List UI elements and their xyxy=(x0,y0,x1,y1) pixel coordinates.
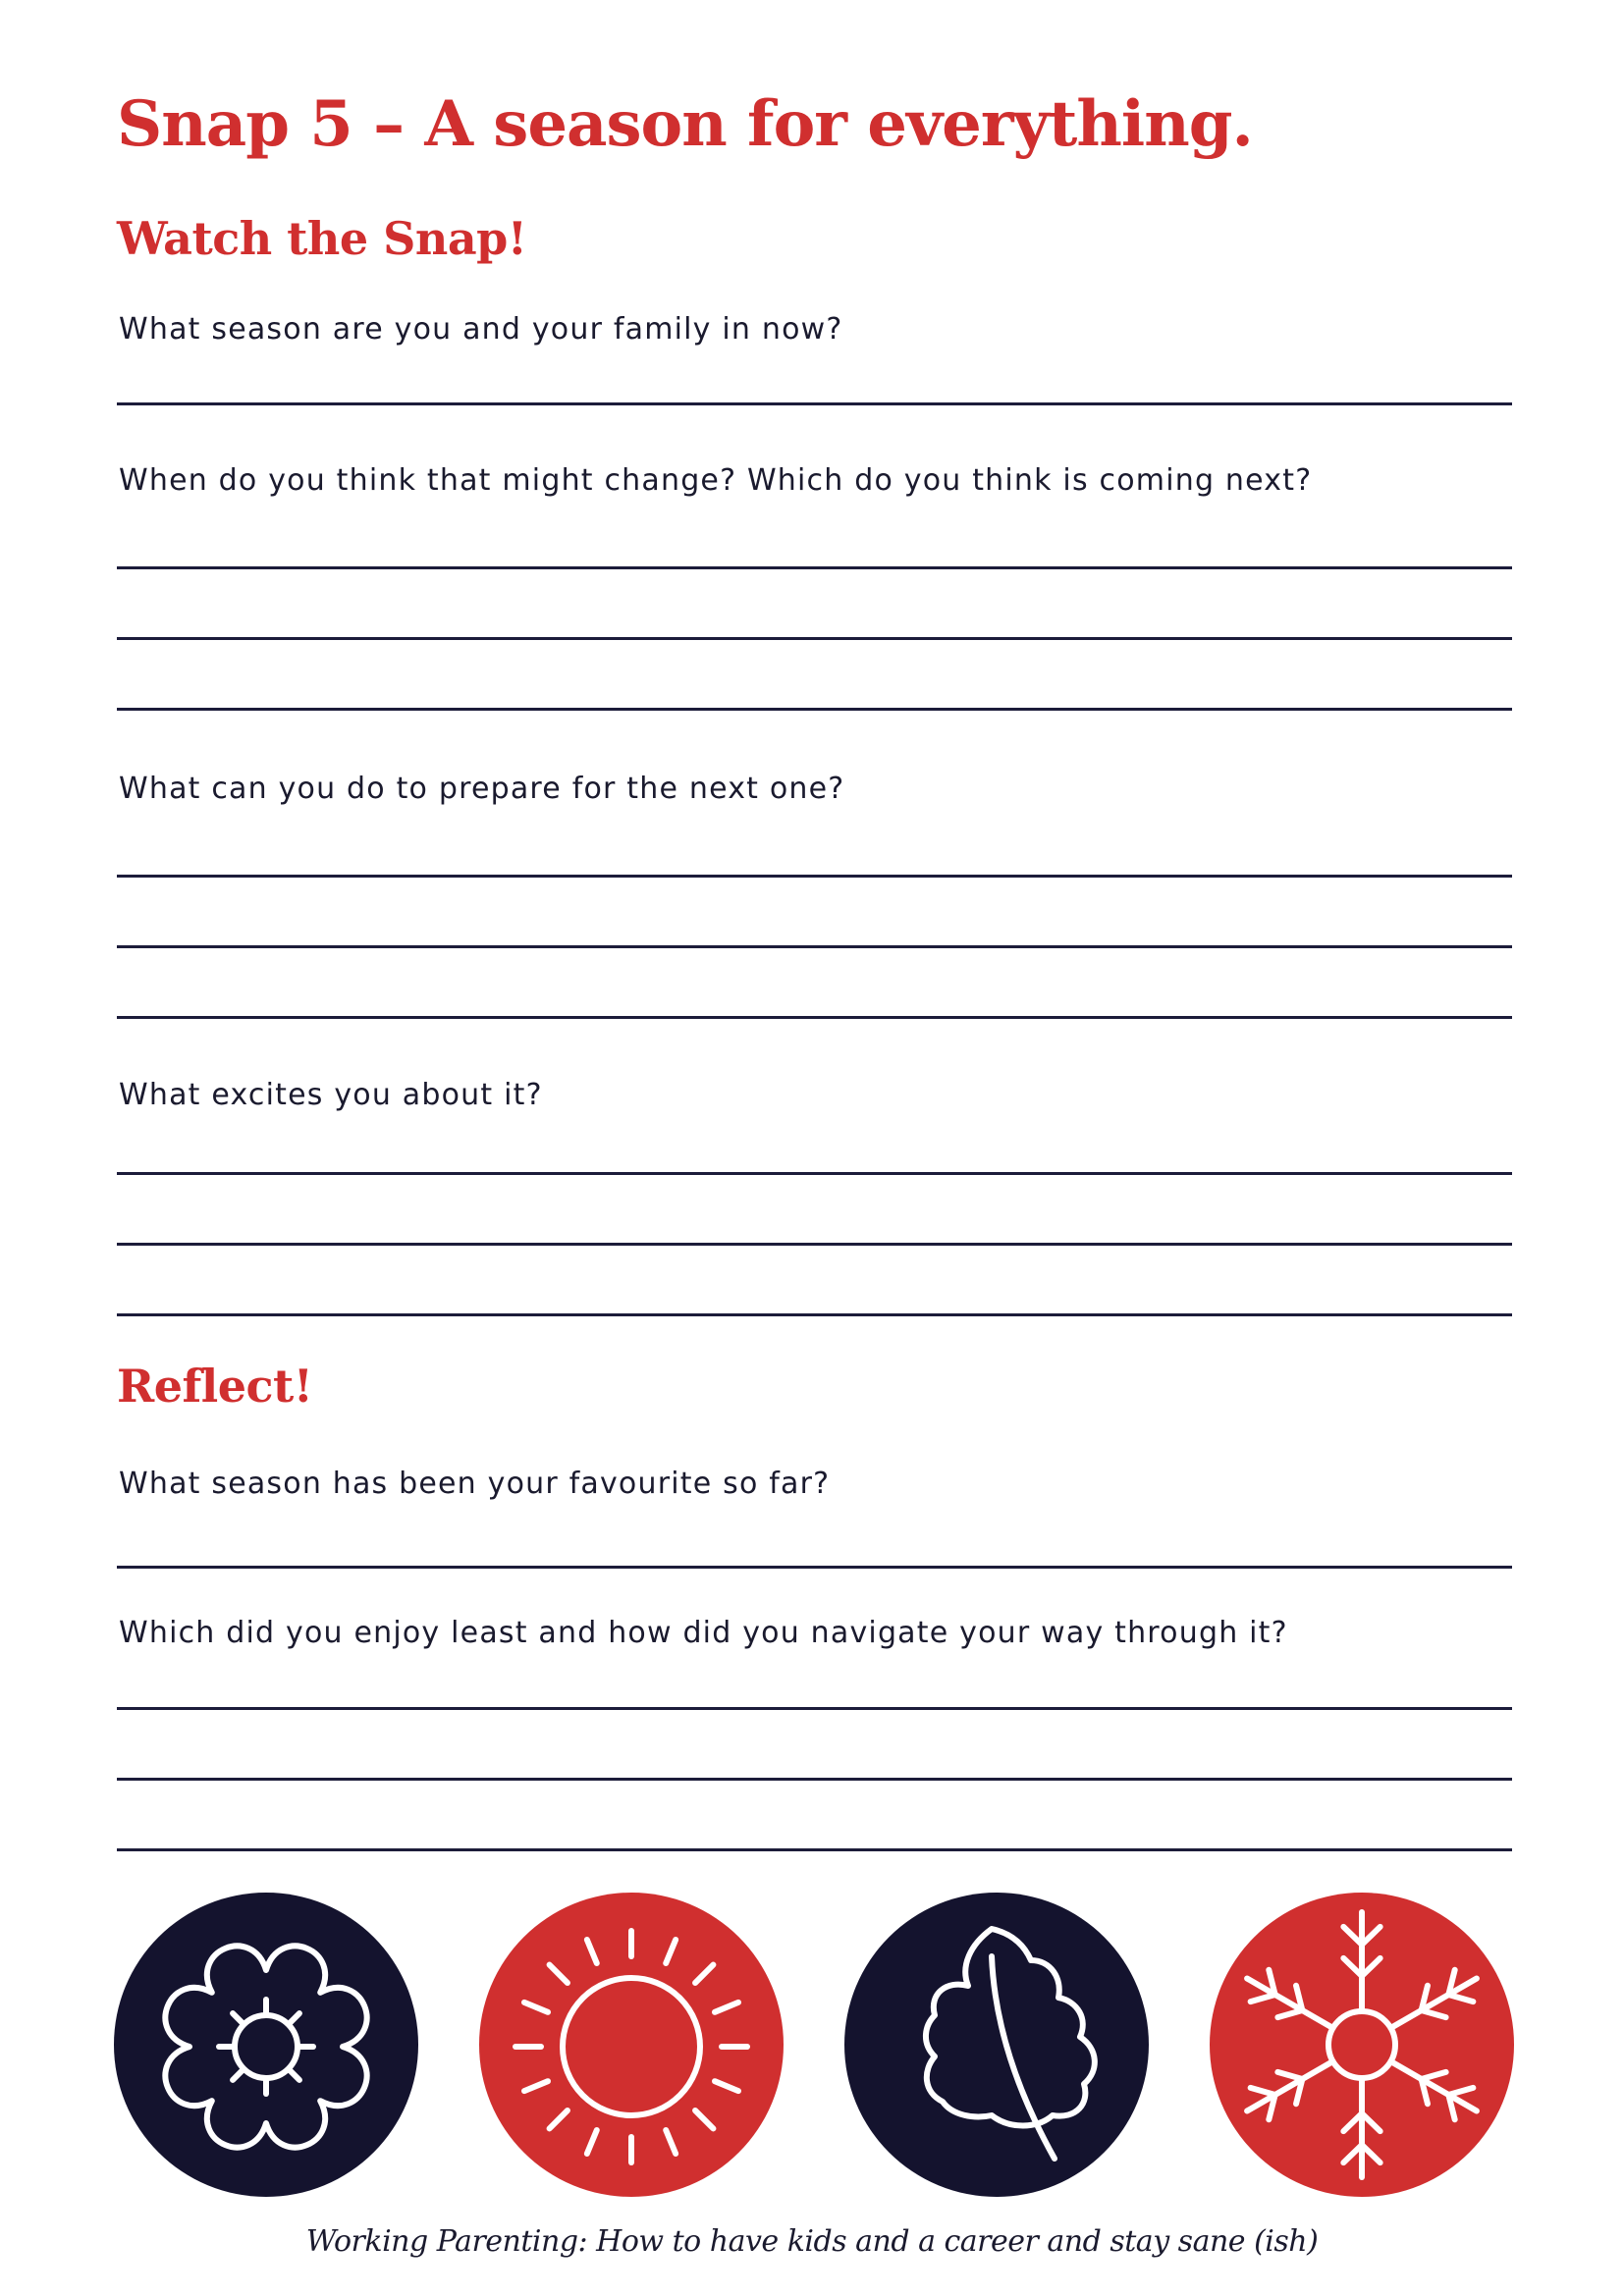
question-current-season: What season are you and your family in now? xyxy=(119,312,843,347)
watch-heading: Watch the Snap! xyxy=(117,212,527,265)
question-excites: What excites you about it? xyxy=(119,1078,543,1112)
snowflake-icon xyxy=(1210,1888,1514,2202)
answer-line[interactable] xyxy=(117,637,1512,640)
question-favourite: What season has been your favourite so far? xyxy=(119,1467,831,1501)
answer-line[interactable] xyxy=(117,1016,1512,1019)
answer-line[interactable] xyxy=(117,1313,1512,1316)
answer-line[interactable] xyxy=(117,708,1512,711)
answer-line[interactable] xyxy=(117,1707,1512,1710)
answer-line[interactable] xyxy=(117,875,1512,878)
book-title-footer: Working Parenting: How to have kids and a career and stay sane (ish) xyxy=(305,2224,1319,2259)
question-change: When do you think that might change? Which do you think is coming next? xyxy=(119,463,1313,498)
answer-line[interactable] xyxy=(117,1566,1512,1569)
sun-icon xyxy=(479,1888,784,2202)
answer-line[interactable] xyxy=(117,566,1512,569)
question-least: Which did you enjoy least and how did you navigate your way through it? xyxy=(119,1616,1288,1650)
leaf-icon xyxy=(844,1888,1149,2202)
answer-line[interactable] xyxy=(117,1848,1512,1851)
reflect-heading: Reflect! xyxy=(117,1360,313,1413)
answer-line[interactable] xyxy=(117,402,1512,405)
answer-line[interactable] xyxy=(117,1778,1512,1781)
answer-line[interactable] xyxy=(117,1243,1512,1246)
answer-line[interactable] xyxy=(117,1172,1512,1175)
flower-icon xyxy=(114,1888,418,2202)
page-title: Snap 5 – A season for everything. xyxy=(117,87,1253,161)
question-prepare: What can you do to prepare for the next one? xyxy=(119,772,845,806)
answer-line[interactable] xyxy=(117,945,1512,948)
